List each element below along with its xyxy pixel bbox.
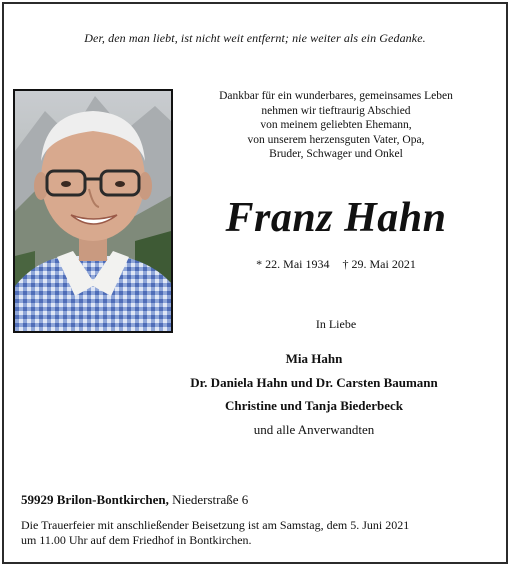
intro-line: Bruder, Schwager und Onkel [269, 148, 403, 161]
mourner-name: Dr. Daniela Hahn und Dr. Carsten Baumann [190, 374, 438, 390]
intro-text [192, 89, 480, 162]
mourners-tail: und alle Anverwandten [253, 421, 375, 437]
intro-line: von unserem herzensguten Vater, Opa, [247, 133, 425, 146]
birth-date: * 22. Mai 1934 [256, 257, 330, 271]
funeral-notice [21, 518, 491, 548]
portrait-illustration [15, 91, 171, 331]
in-liebe-label: In Liebe [315, 317, 357, 331]
intro-line: Dankbar für ein wunderbares, gemeinsames Leben [219, 90, 453, 102]
intro-line: von meinem geliebten Ehemann, [260, 119, 412, 132]
deceased-name: Franz Hahn [225, 195, 447, 241]
life-dates [192, 257, 480, 272]
obituary-frame [2, 2, 508, 564]
portrait-photo [13, 89, 173, 333]
address-city: 59929 Brilon-Bontkirchen, [21, 492, 169, 507]
intro-line: nehmen wir tieftraurig Abschied [261, 104, 411, 117]
notice-line: Die Trauerfeier mit anschließender Beisetzung ist am Samstag, dem 5. Juni 2021 [21, 518, 410, 532]
notice-line: um 11.00 Uhr auf dem Friedhof in Bontkirchen. [21, 533, 252, 547]
mourner-name: Christine und Tanja Biederbeck [224, 398, 404, 414]
memorial-quote: Der, den man liebt, ist nicht weit entfernt; nie weiter als ein Gedanke. [84, 31, 426, 45]
address-street: Niederstraße 6 [172, 492, 249, 507]
mourners-list [154, 347, 474, 441]
address [21, 492, 248, 508]
death-date: † 29. Mai 2021 [342, 257, 416, 271]
mourner-name: Mia Hahn [285, 351, 343, 366]
